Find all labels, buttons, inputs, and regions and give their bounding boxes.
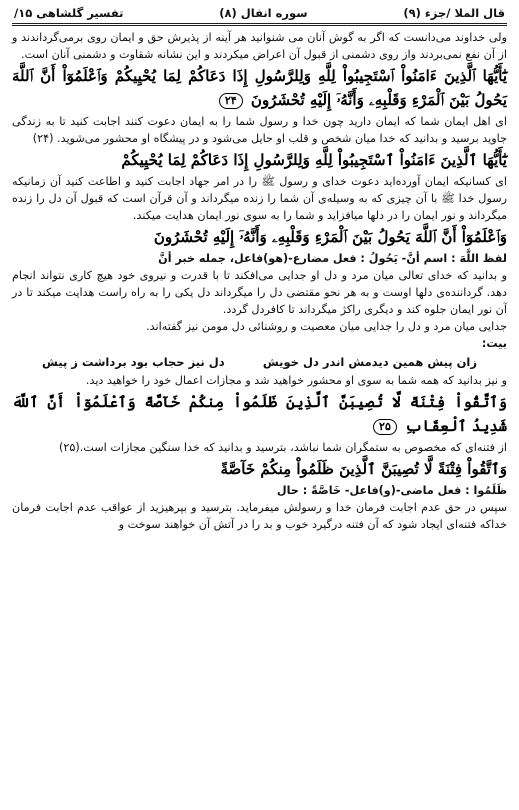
- verse-24-text: يَٰٓأَيُّهَا ٱلَّذِينَ ءَامَنُواْ ٱسْتَجِيبُواْ لِلَّهِ وَلِلرَّسُولِ إِذَا دَعَاكُمْ لِمَا يُحْيِيكُمْ وَٱعْلَمُوٓاْ أَنَّ ٱللَّهَ يَحُولُ بَيْنَ ٱلْمَرْءِ وَقَلْبِهِۦ وَأَنَّهُۥٓ إِلَيْهِ تُحْشَرُونَ: [12, 67, 507, 109]
- verse-number-marker: ۲۵: [373, 419, 397, 435]
- verse-number-marker: ۲۴: [219, 93, 243, 109]
- paragraph-6: و نیز بدانید که همه شما به سوی او محشور خواهید شد و مجازات اعمال خود را خواهید دید.: [85, 374, 507, 387]
- verse-24-part-b: وَٱعْلَمُوٓاْ أَنَّ ٱللَّهَ يَحُولُ بَيْنَ ٱلْمَرْءِ وَقَلْبِهِۦ وَأَنَّهُۥٓ إِلَيْهِ تُحْشَرُونَ: [153, 228, 507, 246]
- verse-25: [12, 390, 507, 438]
- paragraph-4: و بدانید که خدای تعالی میان مرد و دل او جدایی می‌افکند تا با قدرت و نیروی خود هیچ کاری نتواند انجام دهد. گرداننده‌ی دلها اوست و به هر نحو مقتضی دل را میگرداند دل یکی را به راه راست هدایت میکند تا در آن نور ایمان جلوه کند و دیگری راکژ میگرداند تا کافردل گردد.: [12, 269, 507, 316]
- bayt-label: بیت:: [481, 337, 507, 350]
- verse-24: [12, 64, 507, 112]
- verse-25-text: وَٱتَّقُواْ فِتْنَةً لَّا تُصِيبَنَّ ٱلَّذِينَ ظَلَمُواْ مِنكُمْ خَآصَّةً وَٱعْلَمُوٓاْ أَنَّ ٱللَّهَ شَدِيدُ ٱلْعِقَابِ: [12, 393, 507, 435]
- grammar-note-1: لفظ اللَّهَ : اسم أنَّ- يَحُولُ : فعل مضارع-(هو)فاعل، جمله خبر أنَّ: [158, 252, 507, 265]
- verse-24-part-a: يَٰٓأَيُّهَا ٱلَّذِينَ ءَامَنُواْ ٱسْتَجِيبُواْ لِلَّهِ وَلِلرَّسُولِ إِذَا دَعَاكُمْ لِمَا يُحْيِيكُمْ: [121, 151, 507, 169]
- page-header: [12, 4, 507, 26]
- paragraph-8: سپس در حق عدم اجابت فرمان خدا و رسولش میفرماید. بترسید و بپرهیزید از عواقب عدم اجابت فرمان خداکه فتنه‌ای ایجاد شود که آن فتنه درگیرد خوب و بد را در آتش آن خواهند سوخت و: [12, 501, 507, 531]
- poem-hemistich-right: زان پیش همین دیدمش اندر دل خویش: [262, 355, 477, 369]
- grammar-note-2: ظَلَمُوا : فعل ماضی-(و)فاعل- خَاصَّةً : حال: [276, 484, 507, 497]
- paragraph-5: جدایی میان مرد و دل را جدایی میان معصیت و روشنائی دل مومن نیز گفته‌اند.: [146, 320, 507, 333]
- paragraph-3: ای کسانیکه ایمان آورده‌اید دعوت خدای و رسول ﷺ را در امر جهاد اجابت کنید و اطاعت کنید آن زمانیکه رسول خدا ﷺ با آن چیزی که به وسیله‌ی آن شما را زنده میگرداند و آن قرآن است که قبول آن دل را زنده میگرداند و نور ایمان را در دلها میافزاید و شما را به سوی نور ایمان هدایت میکند.: [12, 175, 507, 222]
- poem-hemistich-left: دل نیز حجاب بود برداشت ز پیش: [42, 355, 225, 369]
- header-juz: قال الملا /جزء (۹): [403, 6, 505, 20]
- poem-couplet: [12, 352, 507, 372]
- paragraph-7: از فتنه‌ای که مخصوص به ستمگران شما نباشد، بترسید و بدانید که خدا سنگین مجازات است.(۲۵): [58, 441, 507, 454]
- header-surah: سوره انفال (۸): [219, 6, 308, 20]
- header-book-title: تفسیر گلشاهی ۱۵/: [14, 6, 124, 20]
- verse-25-part: وَٱتَّقُواْ فِتْنَةً لَّا تُصِيبَنَّ ٱلَّذِينَ ظَلَمُواْ مِنكُمْ خَآصَّةً: [220, 460, 507, 478]
- paragraph-1: ولی خداوند می‌دانست که اگر به گوش آنان می شنوانید هر آینه از پذیرش حق و ایمان روی برمی‌گرداندند و از آن نفع نمی‌بردند واز روی دشمنی از قبول آن اعراض میکردند و این نشانه شقاوت و دشمنی آنان است.: [12, 31, 507, 61]
- paragraph-2: ای اهل ایمان شما که ایمان دارید چون خدا و رسول شما را به ایمان دعوت کنند اجابت کنید تا به زندگی جاوید برسید و بدانید که خدا میان شخص و قلب او حایل می‌شود و در پیشگاه او محشور می‌شوید. (۲۴): [12, 115, 507, 145]
